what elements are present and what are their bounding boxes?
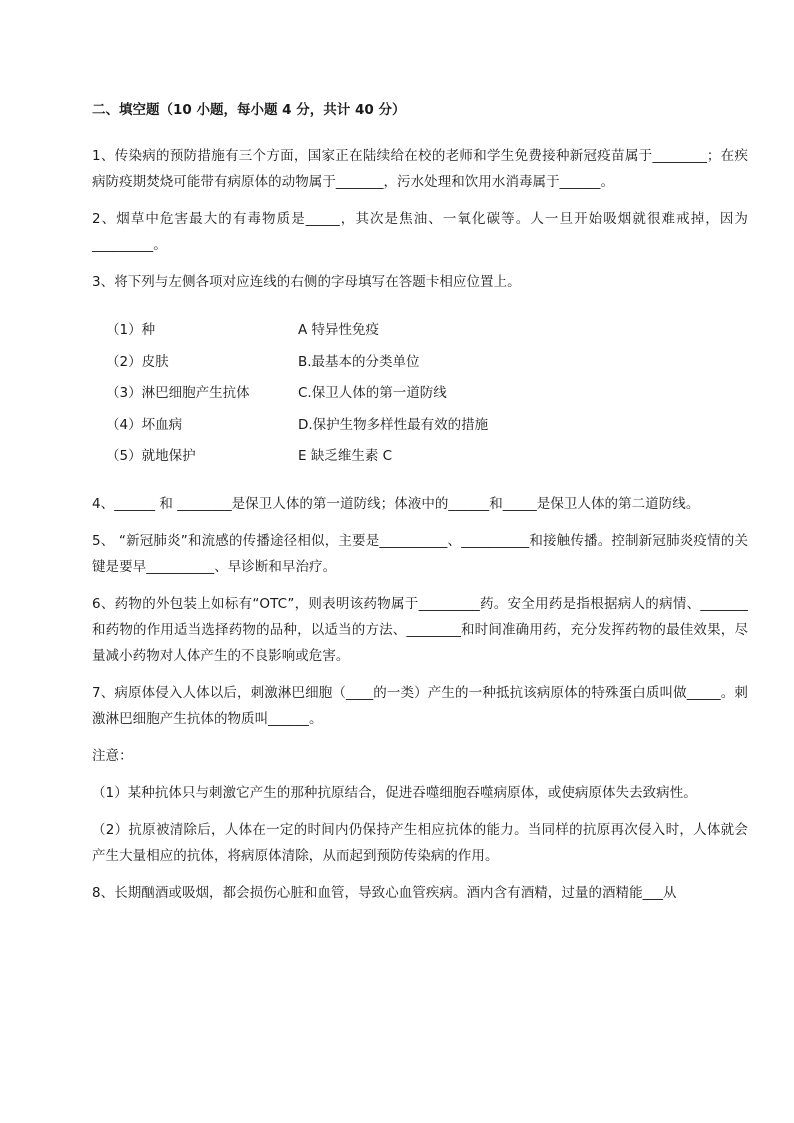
- match-row: [106, 315, 748, 347]
- match-row: [106, 378, 748, 410]
- section-title: 二、填空题（10 小题，每小题 4 分，共计 40 分）: [92, 102, 406, 118]
- question-3-intro: 3、将下列与左侧各项对应连线的右侧的字母填写在答题卡相应位置上。: [92, 274, 521, 290]
- match-left-item: （5）就地保护: [106, 448, 196, 464]
- question-7: 7、病原体侵入人体以后，刺激淋巴细胞（____的一类）产生的一种抵抗该病原体的特殊蛋白质叫做_____。刺激淋巴细胞产生抗体的物质叫______。: [92, 684, 748, 727]
- match-left-item: （1）种: [106, 322, 156, 338]
- question-6: 6、药物的外包装上如标有“OTC”，则表明该药物属于_________药。安全用药是指根据病人的病情、_______和药物的作用适当选择药物的品种，以适当的方法、________和时间准确用药，充分发挥药物的最佳效果，尽量减小药物对人体产生的不良影响或危害。: [92, 595, 748, 664]
- match-right-item: B.最基本的分类单位: [298, 353, 420, 370]
- question-1: 1、传染病的预防措施有三个方面，国家正在陆续给在校的老师和学生免费接种新冠疫苗属于________；在疾病防疫期焚烧可能带有病原体的动物属于_______，污水处理和饮用水消毒属于______。: [92, 148, 748, 190]
- question-4: 4、______ 和 ________是保卫人体的第一道防线；体液中的______和_____是保卫人体的第二道防线。: [92, 495, 700, 512]
- match-left-item: （4）坏血病: [106, 416, 183, 433]
- match-left-item: （3）淋巴细胞产生抗体: [106, 385, 250, 401]
- matching-table: [106, 315, 748, 473]
- match-left-item: （2）皮肤: [106, 353, 169, 370]
- question-2: 2、烟草中危害最大的有毒物质是_____，其次是焦油、一氧化碳等。人一旦开始吸烟就很难戒掉，因为_________。: [92, 211, 748, 253]
- match-right-item: A 特异性免疫: [298, 322, 380, 338]
- note-label: 注意：: [92, 747, 133, 764]
- match-right-item: D.保护生物多样性最有效的措施: [298, 416, 489, 433]
- note-1: （1）某种抗体只与刺激它产生的那种抗原结合，促进吞噬细胞吞噬病原体，或使病原体失去致病性。: [92, 784, 697, 801]
- document-page: [92, 100, 748, 917]
- match-row: [106, 347, 748, 379]
- match-right-item: E 缺乏维生素 C: [298, 448, 393, 464]
- note-2: （2）抗原被清除后，人体在一定的时间内仍保持产生相应抗体的能力。当同样的抗原再次侵入时，人体就会产生大量相应的抗体，将病原体清除，从而起到预防传染病的作用。: [92, 821, 748, 864]
- question-8: 8、长期酗酒或吸烟，都会损伤心脏和血管，导致心血管疾病。酒内含有酒精，过量的酒精能___从: [92, 884, 677, 901]
- question-5: 5、 “新冠肺炎”和流感的传播途径相似，主要是__________、__________和接触传播。控制新冠肺炎疫情的关键是要早__________、早诊断和早治疗。: [92, 532, 748, 575]
- match-right-item: C.保卫人体的第一道防线: [298, 385, 447, 401]
- match-row: [106, 410, 748, 442]
- match-row: [106, 441, 748, 473]
